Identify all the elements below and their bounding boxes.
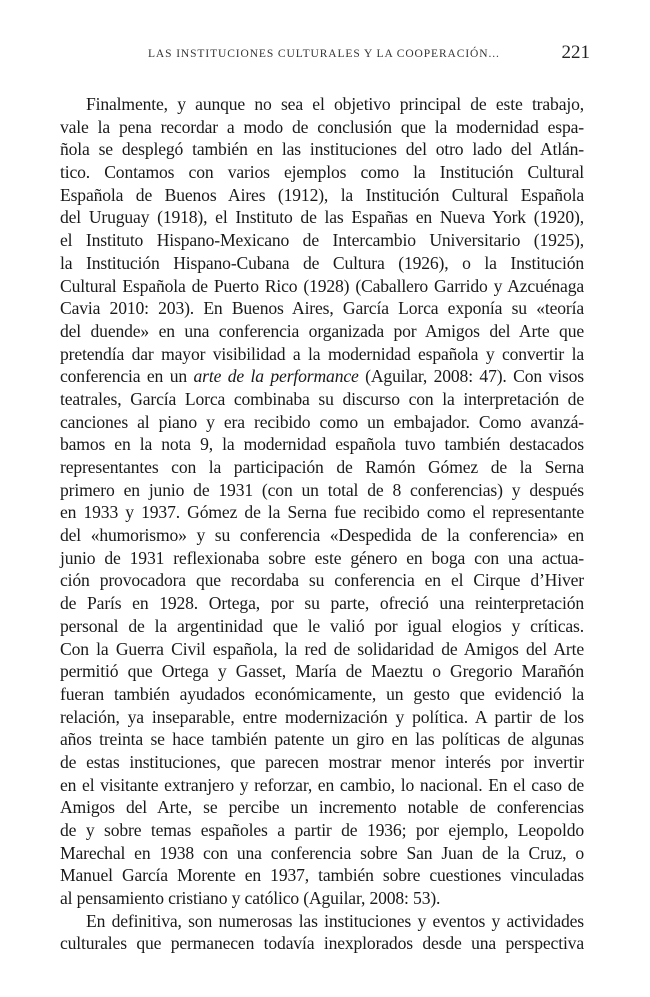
text-line: en 1933 y 1937. Gómez de la Serna fue recibido como el representante [60, 502, 584, 523]
text-line: del duende» en una conferencia organizada por Amigos del Arte que [60, 320, 584, 341]
text-line: tico. Contamos con varios ejemplos como la Institución Cultural [60, 162, 584, 183]
line-text-after: (Aguilar, 2008: 47). Con visos [358, 366, 584, 387]
running-title: LAS INSTITUCIONES CULTURALES Y LA COOPERACIÓN... [148, 48, 500, 60]
text-line: vale la pena recordar a modo de conclusión que la modernidad espa- [60, 116, 584, 137]
text-line: ñola se desplegó también en las instituciones del otro lado del Atlán- [60, 139, 584, 160]
text-line: en el visitante extranjero y reforzar, en cambio, lo nacional. En el caso de [60, 774, 584, 795]
text-line: Cavia 2010: 203). En Buenos Aires, García Lorca exponía su «teoría [60, 298, 584, 319]
text-line: de y sobre temas españoles a partir de 1936; por ejemplo, Leopoldo [60, 820, 584, 840]
text-line: primero en junio de 1931 (con un total de 8 conferencias) y después [60, 479, 584, 500]
text-line: relación, ya inseparable, entre modernización y política. A partir de los [60, 706, 584, 727]
paragraph-conclusion [60, 93, 584, 910]
text-line: Amigos del Arte, se percibe un incremento notable de conferencias [60, 797, 584, 818]
text-line: de París en 1928. Ortega, por su parte, ofreció una reinterpretación [60, 593, 584, 614]
page-number: 221 [561, 42, 590, 63]
text-line: teatrales, García Lorca combinaba su discurso con la interpretación de [60, 388, 584, 409]
text-line: Finalmente, y aunque no sea el objetivo principal de este trabajo, [86, 94, 584, 114]
text-line: Manuel García Morente en 1937, también sobre cuestiones vinculadas [60, 865, 584, 886]
text-line: años treinta se hace también patente un giro en las políticas de algunas [60, 729, 584, 750]
text-line: fueran también ayudados económicamente, un gesto que evidenció la [60, 683, 584, 704]
text-line: de estas instituciones, que parecen mostrar menor interés por invertir [60, 751, 584, 772]
text-line: la Institución Hispano-Cubana de Cultura (1926), o la Institución [60, 252, 584, 273]
text-line: ción provocadora que recordaba su conferencia en el Cirque d’Hiver [60, 570, 584, 591]
text-line: pretendía dar mayor visibilidad a la modernidad española y convertir la [60, 343, 584, 364]
text-line: del «humorismo» y su conferencia «Despedida de la conferencia» en [60, 525, 584, 546]
text-line: bamos en la nota 9, la modernidad española tuvo también destacados [60, 434, 584, 455]
text-line: Marechal en 1938 con una conferencia sobre San Juan de la Cruz, o [60, 842, 584, 863]
text-line: del Uruguay (1918), el Instituto de las Españas en Nueva York (1920), [60, 207, 584, 228]
text-line: personal de la argentinidad que le valió por igual elogios y críticas. [60, 615, 584, 636]
text-line: Española de Buenos Aires (1912), la Institución Cultural Española [60, 184, 584, 205]
running-head [60, 44, 590, 68]
text-line: Con la Guerra Civil española, la red de solidaridad de Amigos del Arte [60, 638, 584, 659]
text-line: canciones al piano y era recibido como un embajador. Como avanzá- [60, 411, 584, 432]
text-line: permitió que Ortega y Gasset, María de Maeztu o Gregorio Marañón [60, 661, 584, 682]
paragraph-en-definitiva [60, 910, 584, 955]
text-line: representantes con la participación de Ramón Gómez de la Serna [60, 457, 584, 477]
text-line: Cultural Española de Puerto Rico (1928) (Caballero Garrido y Azcuénaga [60, 275, 584, 296]
text-line-with-italic [60, 365, 584, 388]
text-line: junio de 1931 reflexionaba sobre este género en boga con una actua- [60, 547, 584, 568]
italic-phrase: arte de la performance [193, 366, 359, 387]
text-line: En definitiva, son numerosas las instituciones y eventos y actividades [86, 910, 584, 931]
text-line: al pensamiento cristiano y católico (Aguilar, 2008: 53). [60, 888, 441, 909]
text-line: culturales que permanecen todavía inexplorados desde una perspectiva [60, 933, 584, 954]
text-line: el Instituto Hispano-Mexicano de Intercambio Universitario (1925), [60, 230, 584, 251]
line-text-before: conferencia en un [60, 366, 194, 387]
body-text [60, 93, 584, 955]
